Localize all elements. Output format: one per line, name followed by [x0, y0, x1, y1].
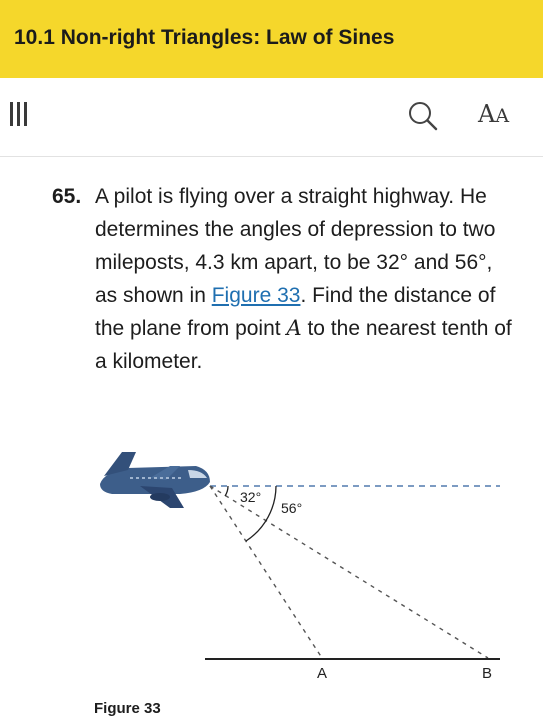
angle-label-56: 56°	[281, 500, 303, 516]
problem-number: 65.	[52, 185, 82, 208]
problem-text-part2: . Find the distance of the plane from point	[95, 284, 496, 340]
font-size-icon[interactable]	[478, 100, 518, 130]
point-a-variable: A	[286, 316, 302, 340]
figure-33-diagram	[0, 440, 543, 690]
problem-65	[52, 180, 512, 378]
title-bar	[0, 0, 543, 78]
sight-line-to-a	[210, 486, 322, 658]
sight-line-to-b	[210, 486, 488, 658]
toolbar	[0, 78, 543, 157]
font-size-large-glyph: A	[478, 100, 496, 128]
point-b-label: B	[482, 665, 493, 682]
page-title: 10.1 Non-right Triangles: Law of Sines	[14, 26, 395, 49]
point-a-label: A	[317, 665, 328, 682]
figure-caption: Figure 33	[94, 700, 161, 717]
menu-icon[interactable]	[9, 102, 29, 126]
font-size-small-glyph: A	[495, 105, 510, 127]
problem-text-part3: to the nearest tenth of a kilometer.	[95, 317, 512, 373]
problem-text	[95, 180, 512, 378]
angle-label-32: 32°	[240, 489, 262, 505]
angle-arc-32	[225, 486, 228, 496]
problem-text-part1: A pilot is flying over a straight highway. He determines the angles of depression to two mileposts, 4.3 km apart, to be 32° and 56°, as shown in	[95, 185, 496, 307]
figure-33-link[interactable]: Figure 33	[211, 284, 301, 307]
search-icon[interactable]	[405, 98, 441, 134]
airplane-icon	[100, 452, 210, 508]
